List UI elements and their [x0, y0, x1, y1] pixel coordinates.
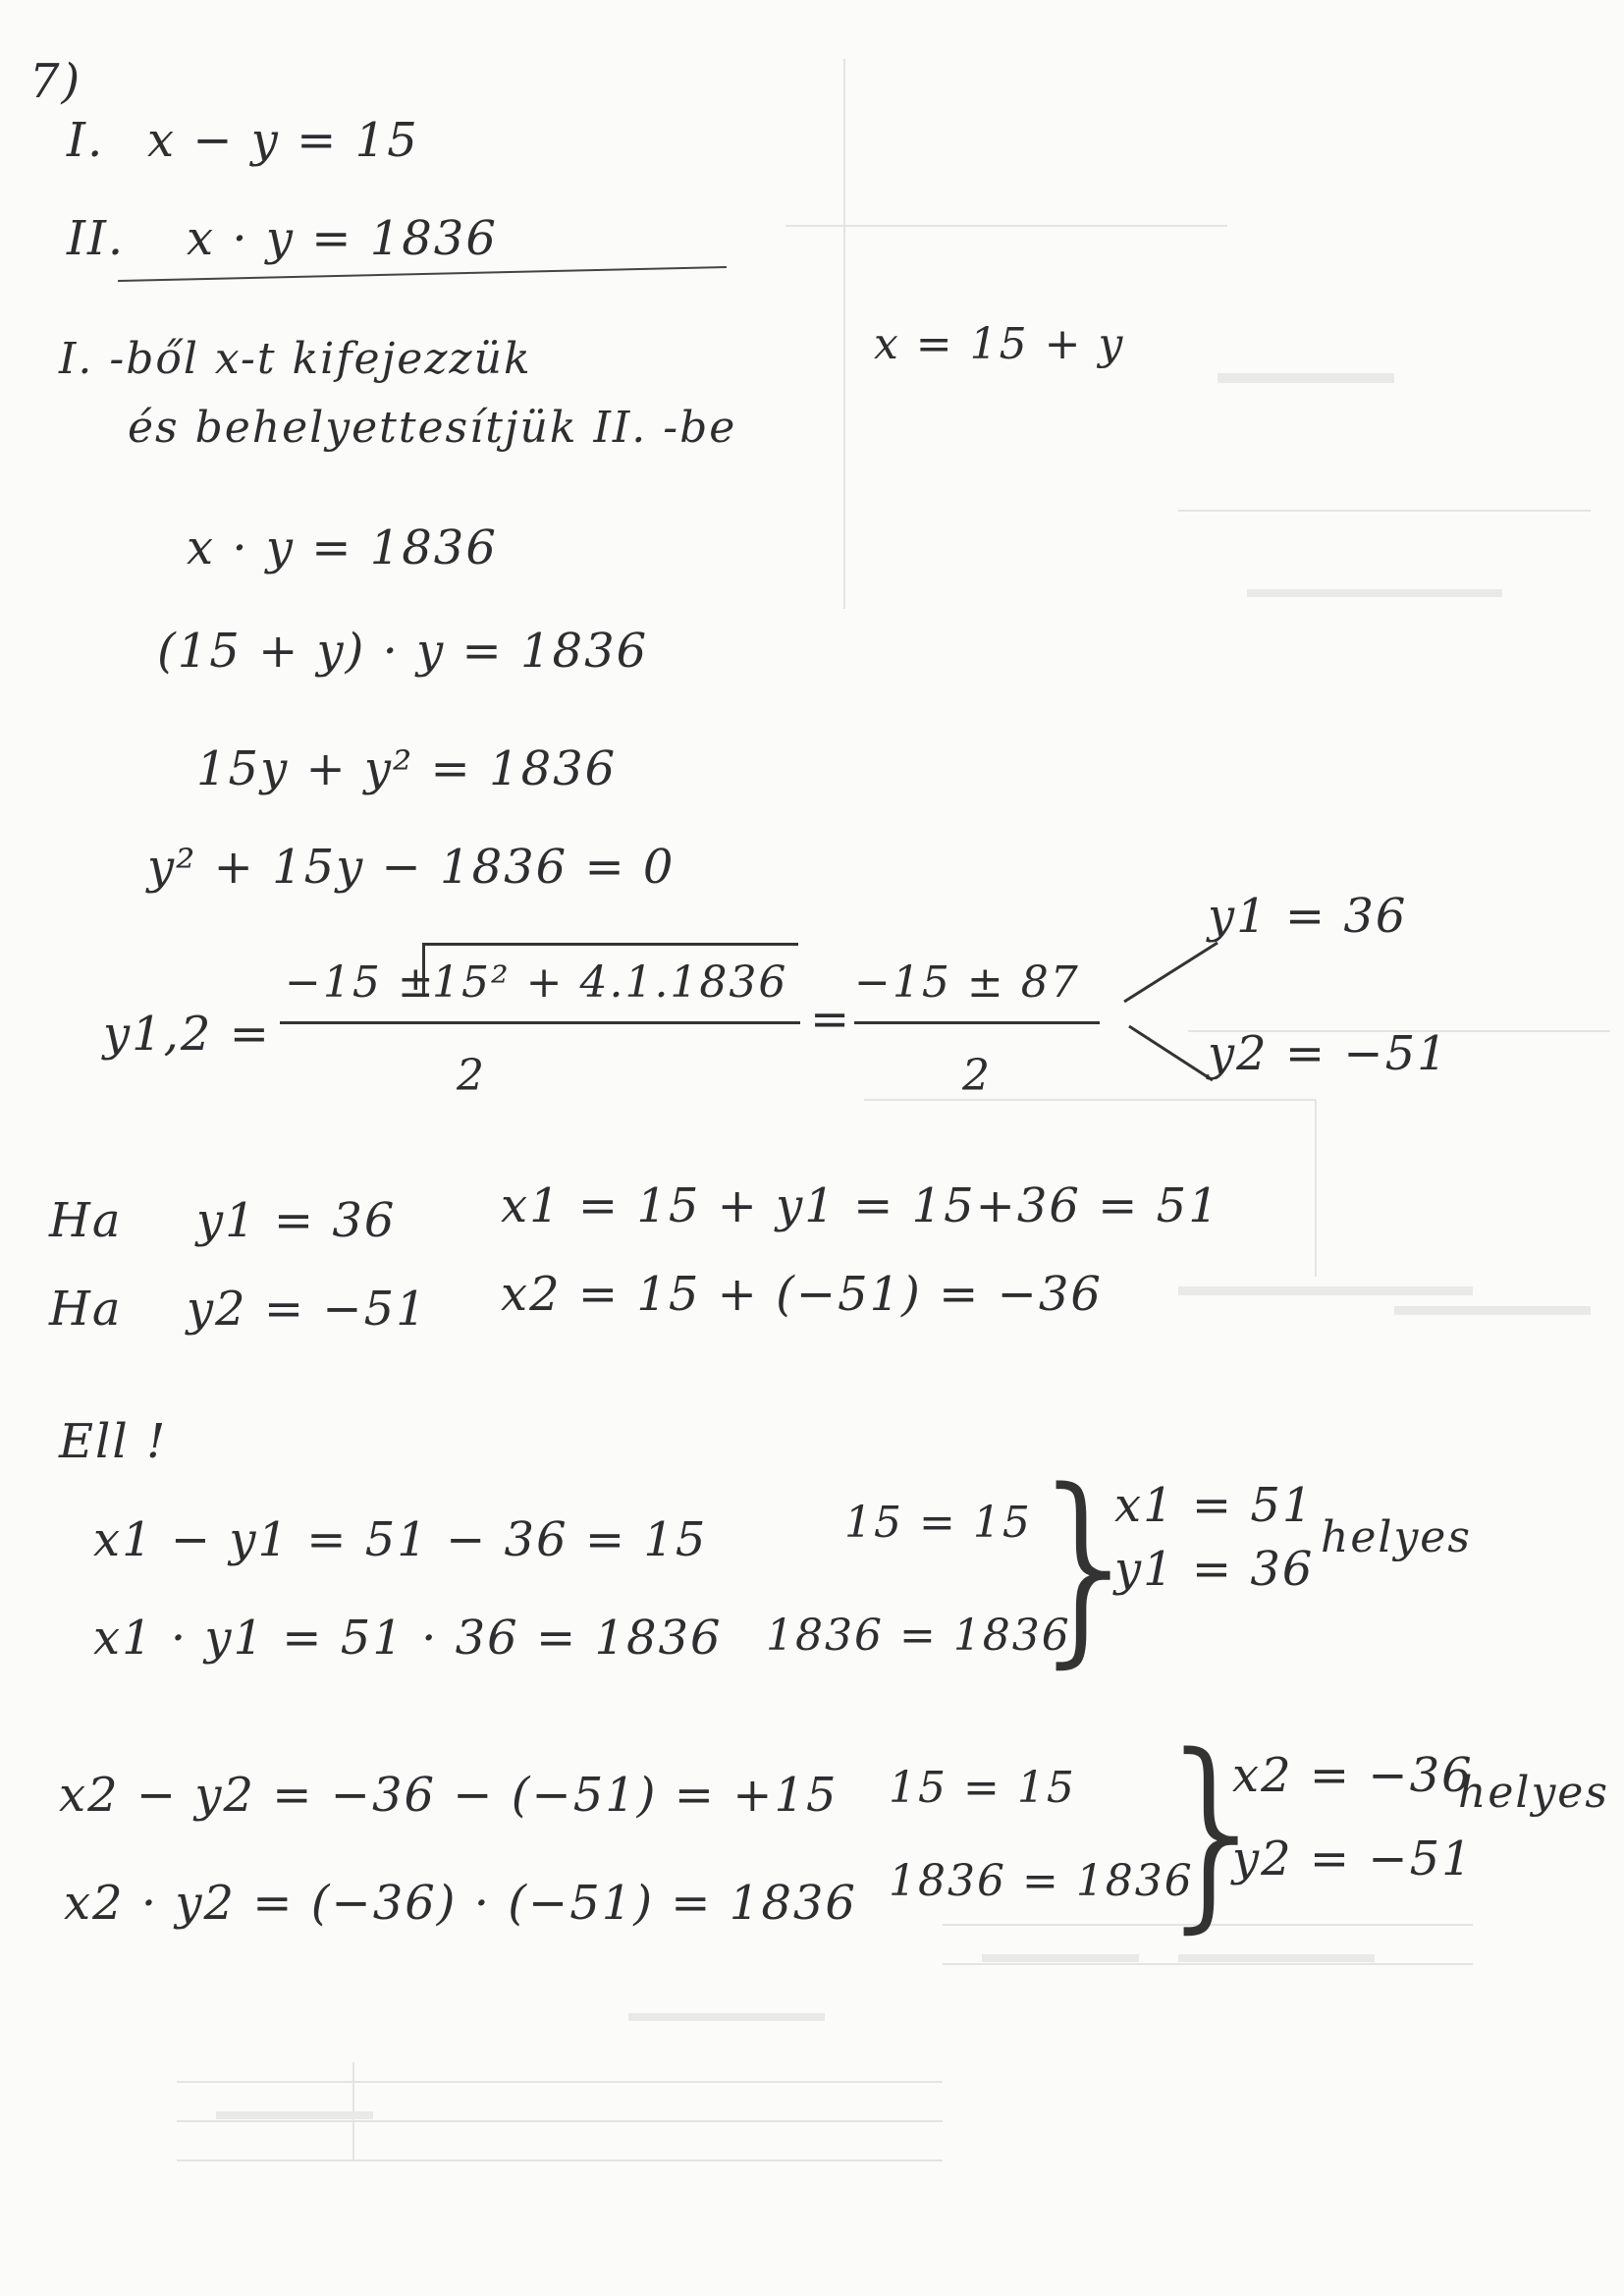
check1-solution-y: y1 = 36 — [1114, 1542, 1315, 1597]
check2-solution-x: x2 = −36 — [1232, 1748, 1474, 1803]
check1-solution-x: x1 = 51 — [1114, 1478, 1315, 1533]
eq2-label: II. — [67, 211, 126, 266]
problem-number: 7) — [29, 54, 82, 109]
check1-line2: x1 · y1 = 51 · 36 = 1836 — [93, 1611, 723, 1666]
simplified-numerator: −15 ± 87 — [854, 957, 1080, 1008]
check1-verdict: helyes — [1321, 1512, 1472, 1562]
eq1: x − y = 15 — [147, 113, 419, 168]
substitution-expression: x = 15 + y — [874, 319, 1125, 369]
case-1-condition: y1 = 36 — [196, 1193, 397, 1248]
quadratic-radicand: 15² + 4.1.1836 — [432, 957, 788, 1008]
quadratic-denominator: 2 — [457, 1051, 486, 1101]
check2-brace: } — [1149, 1711, 1280, 1951]
check2-line2: x2 · y2 = (−36) · (−51) = 1836 — [64, 1876, 857, 1931]
case-2-ha: Ha — [49, 1282, 123, 1337]
step-3: 15y + y² = 1836 — [196, 741, 618, 796]
check-label: Ell ! — [59, 1414, 168, 1469]
check2-line1-compare: 15 = 15 — [889, 1763, 1076, 1813]
case-2-result: x2 = 15 + (−51) = −36 — [501, 1267, 1103, 1322]
root-2: y2 = −51 — [1208, 1026, 1449, 1081]
check2-solution-y: y2 = −51 — [1232, 1831, 1474, 1886]
check2-verdict: helyes — [1458, 1768, 1609, 1818]
equals-sign: = — [810, 992, 852, 1047]
simplified-denominator: 2 — [962, 1051, 992, 1101]
check1-line1: x1 − y1 = 51 − 36 = 15 — [93, 1512, 708, 1567]
case-1-result: x1 = 15 + y1 = 15+36 = 51 — [501, 1178, 1220, 1233]
step-1: x · y = 1836 — [187, 520, 498, 575]
step-4: y² + 15y − 1836 = 0 — [147, 840, 676, 895]
method-line2: és behelyettesítjük II. -be — [128, 403, 737, 453]
method-line1: I. -ből x-t kifejezzük — [59, 334, 532, 384]
case-2-condition: y2 = −51 — [187, 1282, 428, 1337]
fraction-bar-2 — [854, 1021, 1100, 1024]
fraction-bar-1 — [280, 1021, 800, 1024]
eq2: x · y = 1836 — [187, 211, 498, 266]
check1-line2-compare: 1836 = 1836 — [766, 1611, 1071, 1661]
case-1-ha: Ha — [49, 1193, 123, 1248]
quadratic-numerator: −15 ± — [285, 957, 436, 1008]
quadratic-lhs: y1,2 = — [103, 1007, 271, 1062]
step-2: (15 + y) · y = 1836 — [157, 624, 649, 679]
check1-line1-compare: 15 = 15 — [844, 1498, 1032, 1548]
eq1-label: I. — [67, 113, 105, 168]
check2-line1: x2 − y2 = −36 − (−51) = +15 — [59, 1768, 839, 1823]
root-1: y1 = 36 — [1208, 889, 1408, 944]
check2-line2-compare: 1836 = 1836 — [889, 1856, 1194, 1906]
check1-brace: } — [1021, 1446, 1153, 1686]
